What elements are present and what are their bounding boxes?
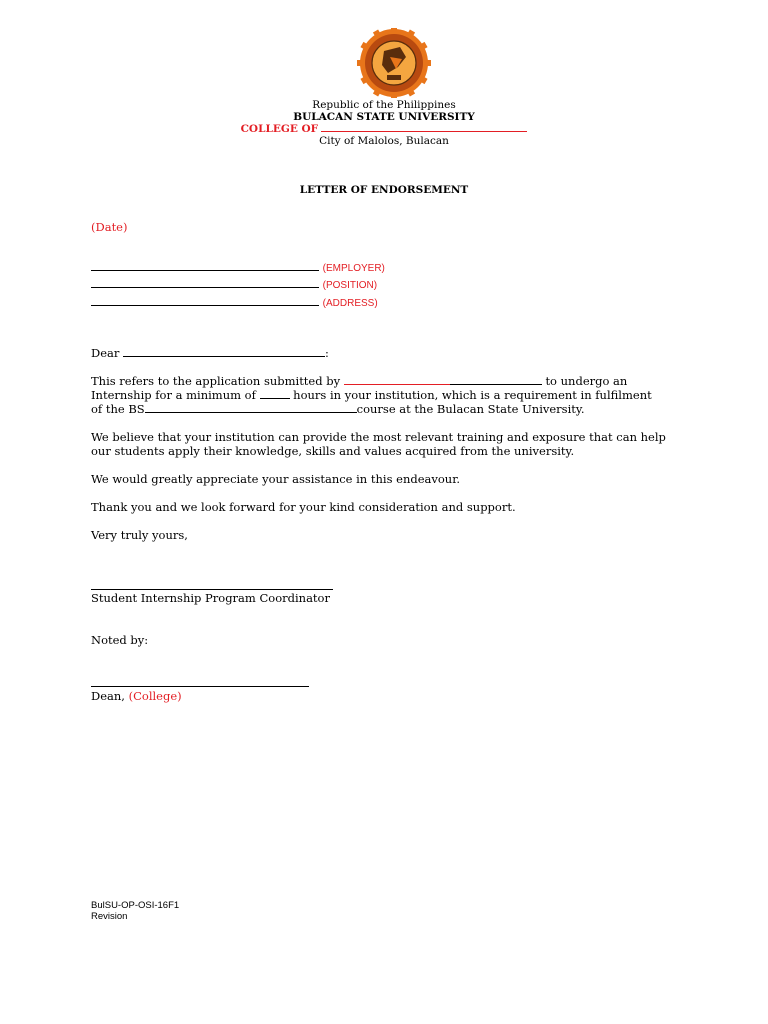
- noted-by: Noted by:: [91, 633, 149, 647]
- recipient-address-line: [91, 295, 691, 311]
- header-line-city: City of Malolos, Bulacan: [319, 135, 449, 147]
- letter-title: LETTER OF ENDORSEMENT: [299, 184, 469, 196]
- form-code: BulSU-OP-OSI-16F1: [91, 900, 180, 911]
- recipient-position-line: [91, 277, 691, 293]
- student-name-blank-red: [344, 383, 450, 385]
- p1-part1: This refers to the application submitted by: [91, 374, 341, 388]
- dean-college-placeholder: (College): [128, 689, 182, 703]
- address-label: (ADDRESS): [322, 298, 378, 309]
- position-blank: [91, 286, 319, 288]
- paragraph-2-line-1: We believe that your institution can provide the most relevant training and exposure that can help: [91, 430, 666, 444]
- salutation: [91, 346, 691, 360]
- closing: Very truly yours,: [91, 528, 188, 542]
- header-line-university: BULACAN STATE UNIVERSITY: [293, 111, 475, 123]
- address-blank: [91, 304, 319, 306]
- paragraph-3: We would greatly appreciate your assistance in this endeavour.: [91, 472, 461, 486]
- salutation-suffix: :: [325, 346, 329, 360]
- header-line-college: [0, 123, 768, 135]
- p1-part4: hours in your institution, which is a requirement in fulfilment: [293, 388, 652, 402]
- form-revision: Revision: [91, 911, 128, 922]
- signature-line-dean: [91, 686, 309, 687]
- signature-line-coordinator: [91, 589, 333, 590]
- dean-prefix: Dean,: [91, 689, 125, 703]
- p1-part5: of the BS: [91, 402, 145, 416]
- signatory-dean: [91, 689, 691, 703]
- salutation-blank: [123, 355, 325, 357]
- paragraph-2-line-2: our students apply their knowledge, skills and values acquired from the university.: [91, 444, 575, 458]
- paragraph-1-line-1: [91, 374, 691, 388]
- paragraph-1-line-2: [91, 388, 691, 402]
- employer-blank: [91, 269, 319, 271]
- college-blank: [321, 130, 527, 132]
- salutation-prefix: Dear: [91, 346, 120, 360]
- signatory-coordinator: Student Internship Program Coordinator: [91, 591, 330, 605]
- p1-part6: course at the Bulacan State University.: [356, 402, 585, 416]
- recipient-employer-line: [91, 260, 691, 276]
- p1-part3: Internship for a minimum of: [91, 388, 256, 402]
- student-name-blank: [450, 383, 542, 385]
- hours-blank: [260, 397, 290, 399]
- header-line-republic: Republic of the Philippines: [312, 99, 456, 111]
- course-blank: [145, 411, 357, 413]
- paragraph-1-line-3: [91, 402, 691, 416]
- university-seal: [353, 28, 435, 98]
- date-placeholder: (Date): [91, 220, 128, 234]
- p1-part2: to undergo an: [545, 374, 628, 388]
- college-label: COLLEGE OF: [240, 123, 319, 135]
- position-label: (POSITION): [322, 280, 378, 291]
- paragraph-4: Thank you and we look forward for your kind consideration and support.: [91, 500, 516, 514]
- employer-label: (EMPLOYER): [322, 263, 385, 274]
- seal-icon: [353, 28, 435, 98]
